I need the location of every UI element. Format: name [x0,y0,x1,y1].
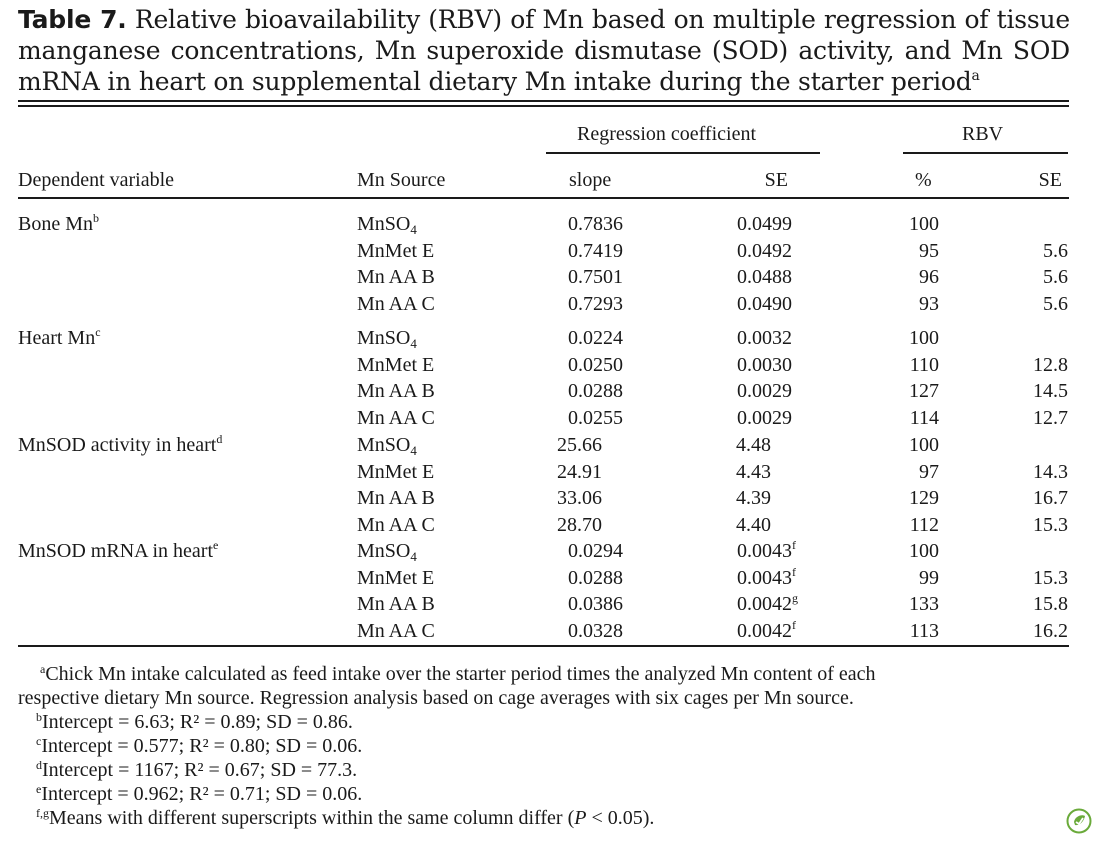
mn-source: MnMet E [357,566,435,589]
bottom-rule [18,645,1069,647]
header-regression-coefficient: Regression coefficient [577,123,757,145]
slope-value: 0.0386 [568,593,623,616]
rbv-se-value: 15.3 [1033,513,1068,536]
subscript: 4 [410,549,417,564]
se-superscript: f [792,617,796,632]
mn-source: Mn AA C [357,619,435,642]
header-se: SE [764,169,788,191]
rbv-percent: 114 [909,406,939,429]
se-value: 0.0030 [737,353,792,376]
slope-value: 0.7836 [568,213,623,235]
header-mn-source: Mn Source [357,169,446,191]
footnote-marker: d [216,432,223,446]
footnote-marker: d [36,758,42,772]
header-percent: % [915,169,932,191]
footnote-marker: a [40,662,46,676]
footnote-marker: e [213,538,219,552]
se-value: 0.0042$^g$ [737,591,798,616]
rbv-percent: 100 [909,434,939,456]
se-value: 4.39 [736,487,771,510]
rbv-se-value: 5.6 [1043,292,1068,315]
footnote: $^c$Intercept = 0.577; R² = 0.80; SD = 0.06. [36,734,363,757]
dependent-variable: Bone Mn$^b$ [18,211,99,235]
se-value: 4.43 [736,460,771,483]
slope-value: 0.7293 [568,292,623,315]
rbv-percent: 96 [919,266,939,289]
regression-span-rule [546,152,820,154]
slope-value: 33.06 [557,487,602,510]
p-value-symbol: P [574,807,587,829]
rbv-se-value: 12.7 [1033,406,1068,429]
rbv-percent: 129 [909,487,939,510]
mn-source: Mn AA B [357,380,435,403]
se-value: 0.0043$^f$ [737,538,796,562]
header-dependent-variable: Dependent variable [18,169,175,191]
rbv-se-value: 16.7 [1033,487,1068,510]
caption-footnote-marker: a [971,68,980,84]
mn-source: MnMet E [357,460,435,483]
slope-value: 28.70 [557,513,602,536]
rbv-se-value: 5.6 [1043,239,1068,262]
subscript: 4 [410,222,417,237]
rbv-percent: 100 [909,327,939,349]
footnote: $^d$Intercept = 1167; R² = 0.67; SD = 77.3. [36,758,358,781]
se-value: 0.0490 [737,292,792,315]
slope-value: 0.0288 [568,380,623,403]
se-value: 4.40 [736,513,771,536]
slope-value: 0.7501 [568,266,623,289]
footnote-marker: e [36,782,42,796]
mn-source: MnSO$_4$ [357,540,417,564]
footnote: $^{f,g}$Means with different superscripts within the same column differ (P < 0.05). [36,806,655,829]
se-value: 0.0042$^f$ [737,617,796,642]
dependent-variable: MnSOD activity in heart$^d$ [18,432,223,456]
footnote-marker: c [36,734,42,748]
subscript: 4 [410,336,417,351]
header-rbv-se: SE [1038,169,1062,191]
se-value: 0.0029 [737,380,792,403]
footnote: respective dietary Mn source. Regression analysis based on cage averages with six cages per Mn source. [18,687,854,709]
rbv-percent: 133 [909,593,939,616]
subscript: 4 [410,443,417,458]
mn-source: Mn AA C [357,513,435,536]
table-label: Table 7. [18,5,127,34]
mn-source: Mn AA B [357,266,435,289]
footnote: $^a$Chick Mn intake calculated as feed intake over the starter period times the analyzed Mn content of each [40,662,876,685]
rbv-se-value: 16.2 [1033,619,1068,642]
caption-text: Relative bioavailability (RBV) of Mn based on multiple regression of tissue manganese concentrations, Mn superoxide dismutase (SOD) activity, and Mn SOD mRNA in heart on supplemental dietary Mn intake during the starter period [18,5,1070,96]
mn-source: Mn AA C [357,292,435,315]
rbv-percent: 127 [909,380,939,403]
header-slope: slope [569,169,612,191]
mn-source: Mn AA C [357,406,435,429]
slope-value: 24.91 [557,460,602,483]
rbv-se-value: 14.5 [1033,380,1068,403]
slope-value: 25.66 [557,434,602,456]
slope-value: 0.0294 [568,540,623,562]
rbv-percent: 100 [909,213,939,235]
footnote: $^b$Intercept = 6.63; R² = 0.89; SD = 0.86. [36,710,353,733]
se-value: 0.0499 [737,213,792,235]
footnote-marker: b [36,710,42,724]
slope-value: 0.0255 [568,406,623,429]
slope-value: 0.7419 [568,239,623,262]
rbv-span-rule [903,152,1068,154]
rbv-se-value: 12.8 [1033,353,1068,376]
rbv-percent: 112 [909,513,939,536]
rbv-percent: 110 [909,353,939,376]
footnote-marker: c [95,325,101,339]
rbv-percent: 113 [909,619,939,642]
se-superscript: g [792,591,798,606]
leaf-check-icon [1066,808,1092,834]
mn-source: MnSO$_4$ [357,434,417,458]
slope-value: 0.0288 [568,566,623,589]
header-rule [18,197,1069,199]
se-value: 4.48 [736,434,771,456]
se-value: 0.0488 [737,266,792,289]
mn-source: MnSO$_4$ [357,213,417,237]
mn-source: MnMet E [357,239,435,262]
rbv-percent: 95 [919,239,939,262]
mn-source: MnSO$_4$ [357,327,417,351]
se-superscript: f [792,564,796,579]
se-value: 0.0029 [737,406,792,429]
rbv-se-value: 14.3 [1033,460,1068,483]
rbv-percent: 99 [919,566,939,589]
slope-value: 0.0250 [568,353,623,376]
mn-source: MnMet E [357,353,435,376]
rbv-percent: 93 [919,292,939,315]
se-value: 0.0492 [737,239,792,262]
se-value: 0.0043$^f$ [737,564,796,589]
table-caption [18,4,1070,97]
slope-value: 0.0224 [568,327,623,349]
dependent-variable: MnSOD mRNA in heart$^e$ [18,538,219,562]
rbv-se-value: 5.6 [1043,266,1068,289]
mn-source: Mn AA B [357,487,435,510]
top-rule-2 [18,105,1069,107]
rbv-percent: 97 [919,460,939,483]
footnote-marker: b [93,211,99,225]
rbv-se-value: 15.3 [1033,566,1068,589]
footnote-marker: f,g [36,806,49,820]
se-superscript: f [792,538,796,552]
top-rule-1 [18,100,1069,102]
rbv-percent: 100 [909,540,939,562]
footnote: $^e$Intercept = 0.962; R² = 0.71; SD = 0.06. [36,782,363,805]
header-rbv: RBV [962,123,1004,145]
mn-source: Mn AA B [357,593,435,616]
slope-value: 0.0328 [568,619,623,642]
se-value: 0.0032 [737,327,792,349]
rbv-se-value: 15.8 [1033,593,1068,616]
dependent-variable: Heart Mn$^c$ [18,325,101,349]
